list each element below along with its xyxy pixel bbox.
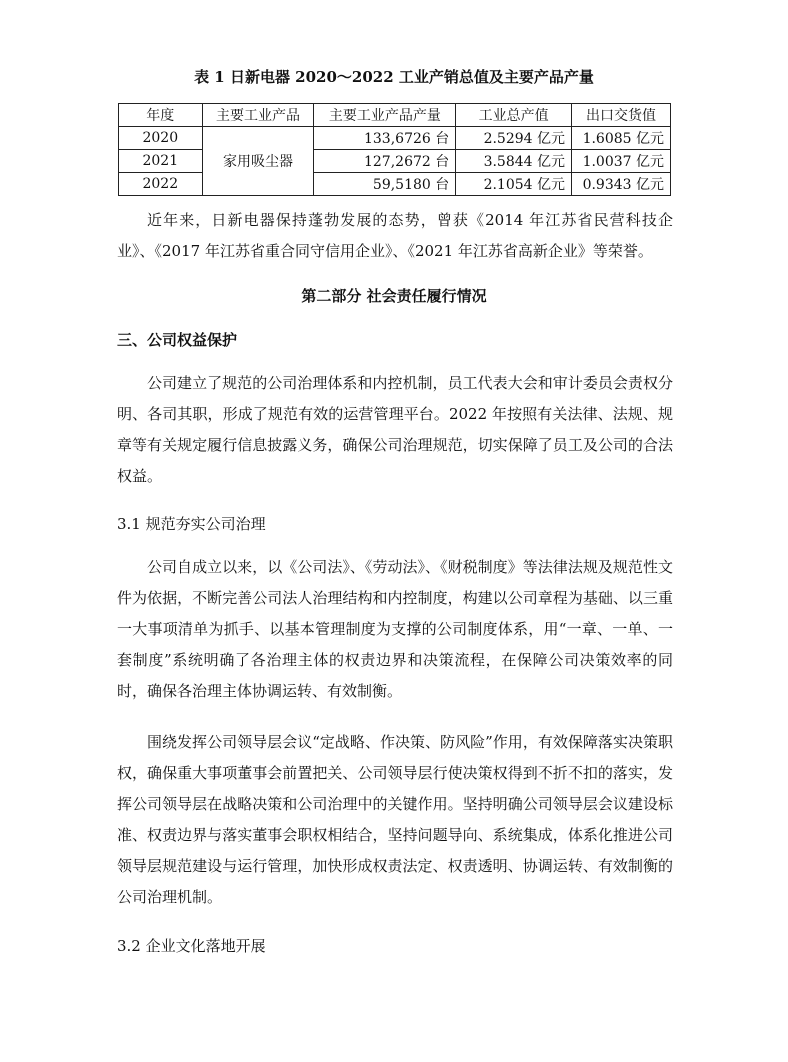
body-paragraph: 公司建立了规范的公司治理体系和内控机制，员工代表大会和审计委员会责权分明、各司其职，形成了规范有效的运营管理平台。2022 年按照有关法律、法规、规章等有关规定履行信息披露义务，确保公司治理规范，切实保障了员工及公司的合法权益。	[117, 374, 673, 485]
intro-paragraph: 近年来，日新电器保持蓬勃发展的态势，曾获《2014 年江苏省民营科技企业》、《2017 年江苏省重合同守信用企业》、《2021 年江苏省高新企业》等荣誉。	[117, 211, 673, 260]
cell-output: 133,6726 台	[314, 127, 456, 150]
subsection-heading: 3.2 企业文化落地开展	[117, 937, 266, 955]
body-paragraph: 围绕发挥公司领导层会议“定战略、作决策、防风险”作用，有效保障落实决策职权，确保重大事项董事会前置把关、公司领导层行使决策权得到不折不扣的落实，发挥公司领导层在战略决策和公司治理中的关键作用。坚持明确公司领导层会议建设标准、权责边界与落实董事会职权相结合，坚持问题导向、系统集成，体系化推进公司领导层规范建设与运行管理，加快形成权责法定、权责透明、协调运转、有效制衡的公司治理机制。	[117, 733, 673, 906]
cell-year: 2021	[119, 150, 203, 173]
table-row	[119, 150, 671, 173]
header-product: 主要工业产品	[202, 104, 314, 127]
production-table	[118, 103, 671, 196]
cell-gross-value: 2.5294 亿元	[456, 127, 572, 150]
subsection-heading: 3.1 规范夯实公司治理	[117, 515, 266, 533]
cell-export-value: 1.0037 亿元	[572, 150, 671, 173]
cell-year: 2020	[119, 127, 203, 150]
table-row	[119, 127, 671, 150]
cell-product: 家用吸尘器	[202, 127, 314, 196]
header-year: 年度	[119, 104, 203, 127]
section-heading: 三、公司权益保护	[117, 331, 238, 349]
header-output: 主要工业产品产量	[314, 104, 456, 127]
body-paragraph: 公司自成立以来，以《公司法》、《劳动法》、《财税制度》等法律法规及规范性文件为依据，不断完善公司法人治理结构和内控制度，构建以公司章程为基础、以三重一大事项清单为抓手、以基本管理制度为支撑的公司制度体系，用“一章、一单、一套制度”系统明确了各治理主体的权责边界和决策流程，在保障公司决策效率的同时，确保各治理主体协调运转、有效制衡。	[117, 558, 673, 700]
table-title: 表 1 日新电器 2020～2022 工业产销总值及主要产品产量	[194, 68, 594, 86]
header-gross-value: 工业总产值	[456, 104, 572, 127]
header-export-value: 出口交货值	[572, 104, 671, 127]
part-heading: 第二部分 社会责任履行情况	[301, 287, 487, 305]
cell-gross-value: 3.5844 亿元	[456, 150, 572, 173]
table-row	[119, 173, 671, 196]
cell-output: 127,2672 台	[314, 150, 456, 173]
table-header-row	[119, 104, 671, 127]
cell-export-value: 0.9343 亿元	[572, 173, 671, 196]
cell-export-value: 1.6085 亿元	[572, 127, 671, 150]
cell-output: 59,5180 台	[314, 173, 456, 196]
cell-gross-value: 2.1054 亿元	[456, 173, 572, 196]
cell-year: 2022	[119, 173, 203, 196]
